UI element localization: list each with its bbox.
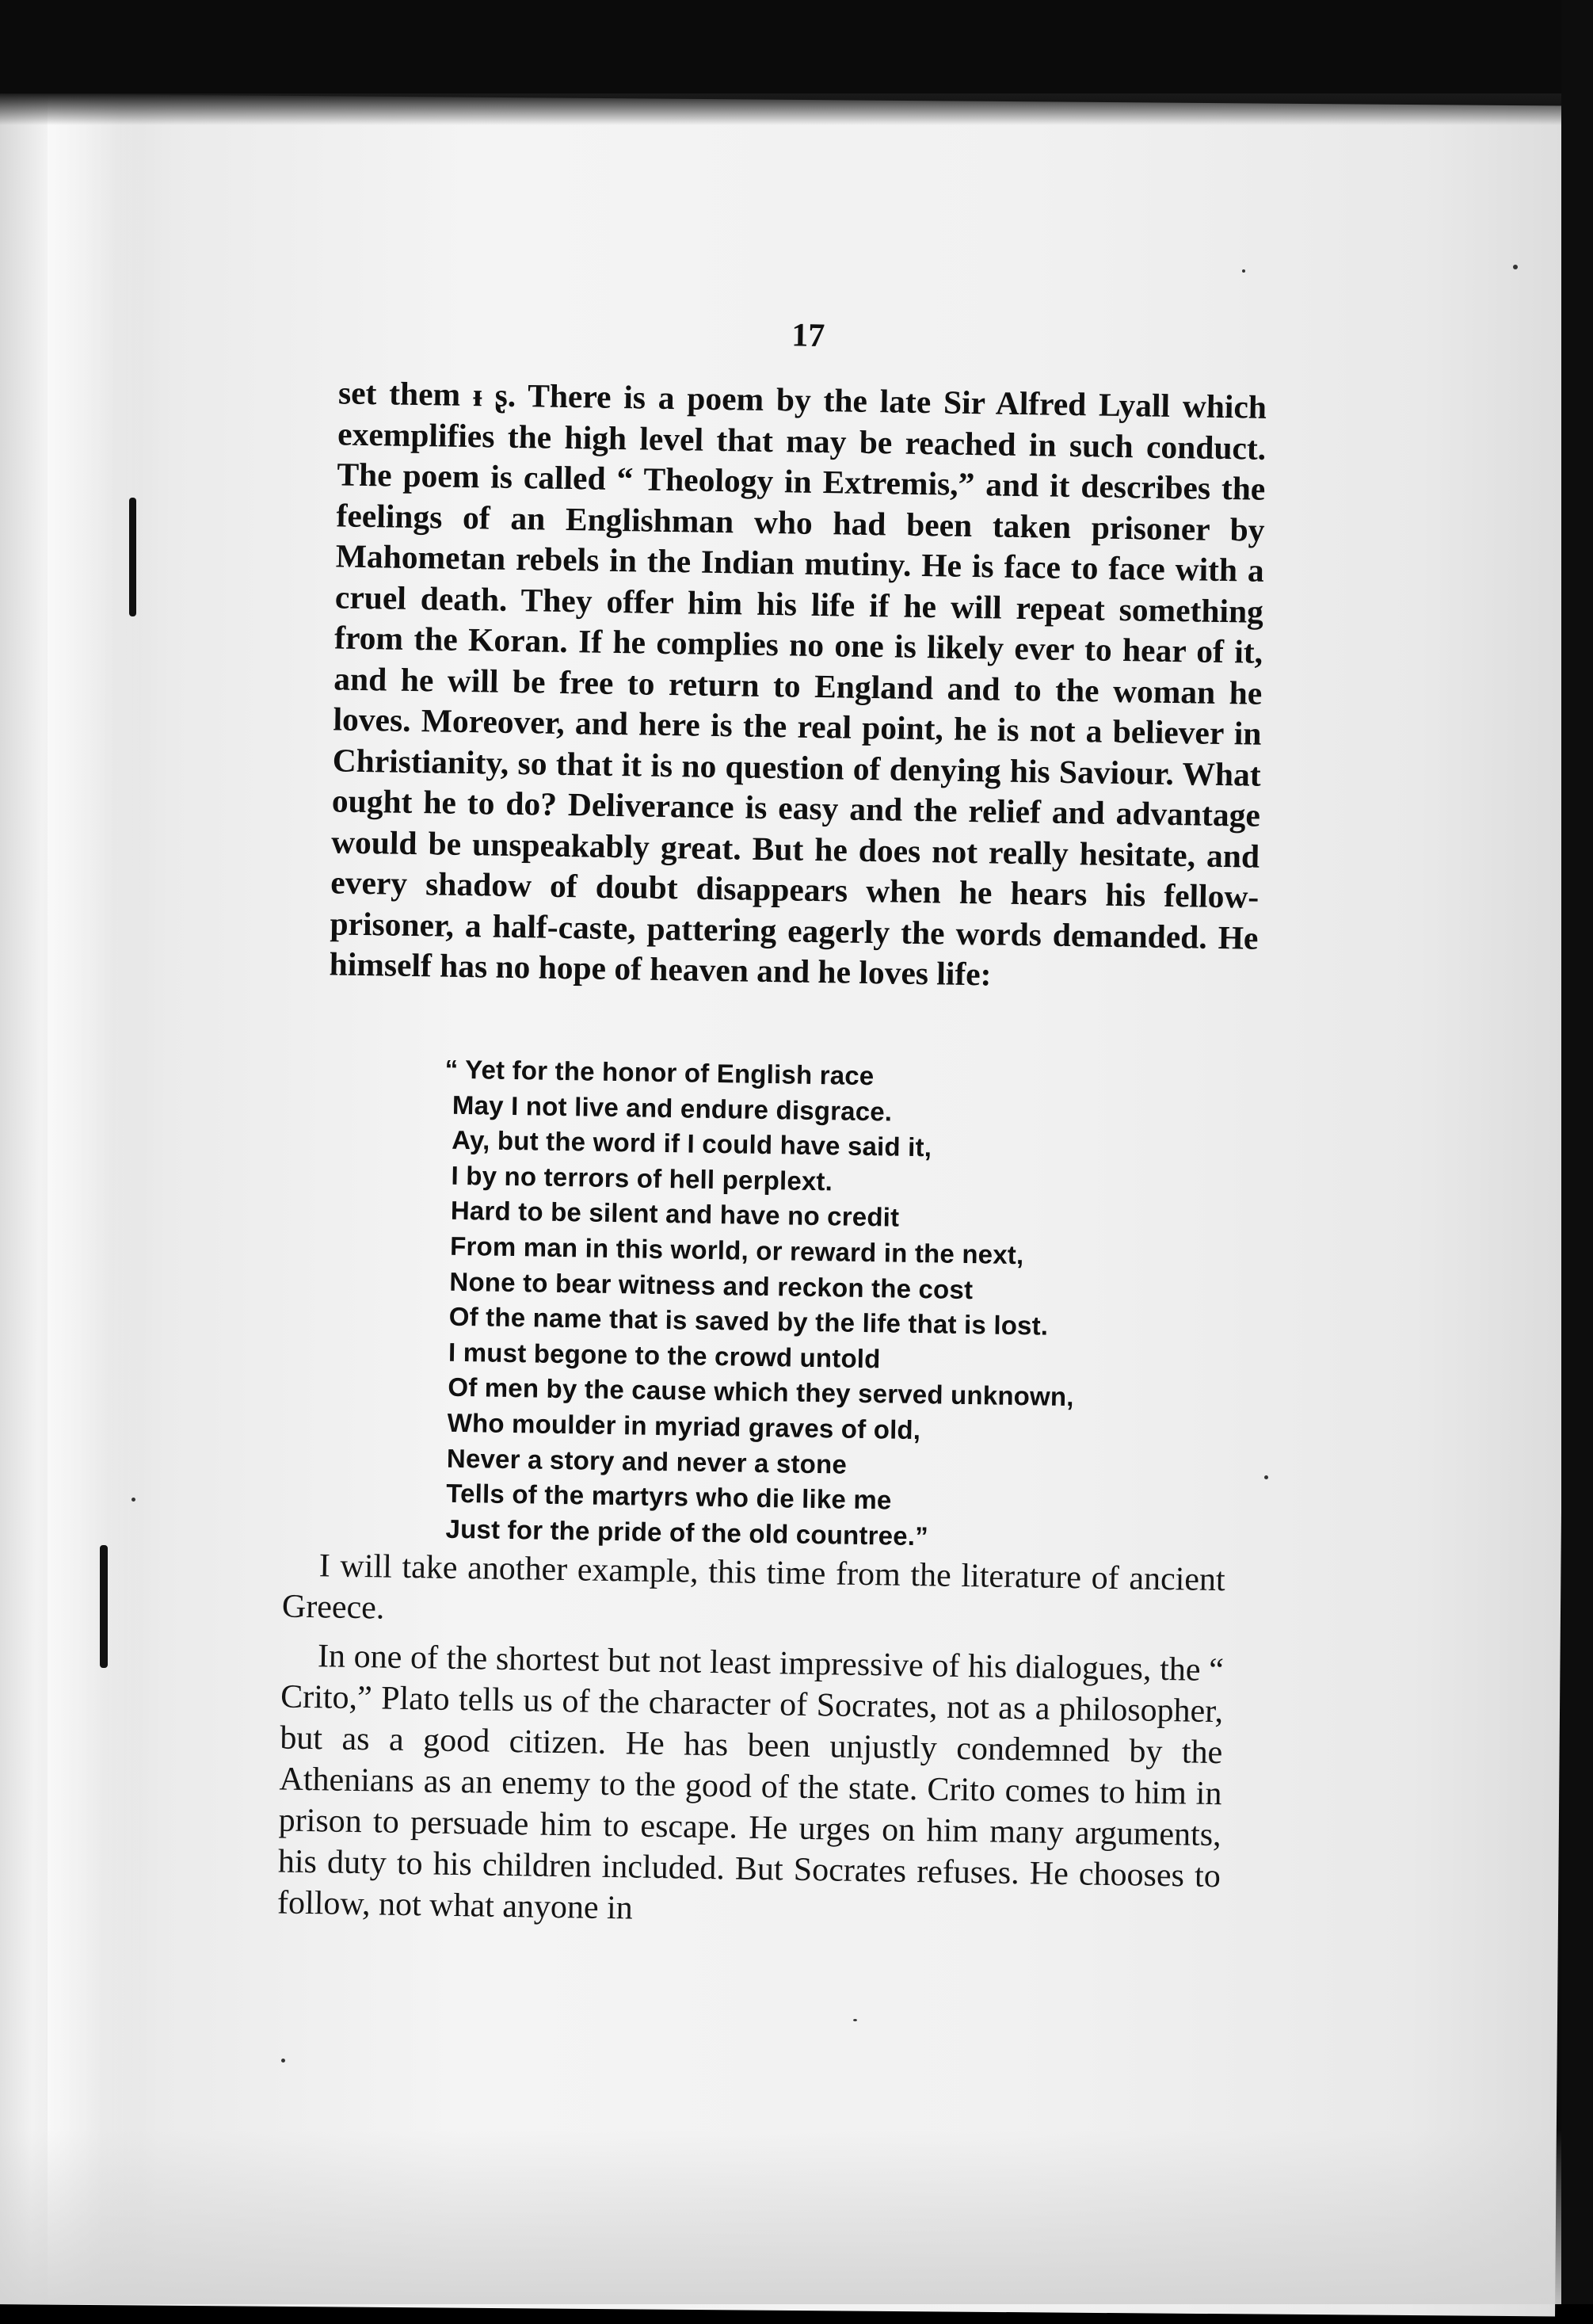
poem-line: Who moulder in myriad graves of old, [447,1407,921,1445]
poem-line: I must begone to the crowd untold [448,1337,881,1374]
paragraph: In one of the shortest but not least impressive of his dialogues, the “ Crito,” Plato tells us of the character of Socrates, not as a philosopher, but as a good citizen. He has been unjustly condemned by the Athenians as an enemy to the good of the state. Crito comes to him in prison to persuade him to escape. He urges on him many arguments, his duty to his children included. But Socrates refuses. He chooses to follow, not what anyone in [276,1638,1225,1927]
poem-line: Of the name that is saved by the life that is lost. [448,1301,1049,1341]
paragraph: set them ᵻ ʂ. There is a poem by the late Sir Alfred Lyall which exemplifies the high level that may be reached in such conduct. The poem is called “ Theology in Extremis,” and it describes the feelings of an Englishman who had been taken prisoner by Mahometan rebels in the Indian mutiny. He is face to face with a cruel death. They offer him his life if he will repeat something from the Koran. If he complies no one is likely ever to hear of it, and he will be free to return to England and to the woman he loves. Moreover, and here is the real point, he is not a believer in Christianity, so that it is no question of denying his Saviour. What ought he to do? Deliverance is easy and the relief and advantage would be unspeakably great. But he does not really hesitate, and every shadow of doubt disappears when he hears his fellow-prisoner, a half-caste, pattering eagerly the words demanded. He himself has no hope of heaven and he loves life: [329,374,1267,993]
poem-line: “ Yet for the honor of English race [444,1054,875,1091]
poem-line: None to bear witness and reckon the cost [449,1266,974,1304]
poem-quotation [437,1052,1158,1558]
poem-line: Of men by the cause which they served unknown, [448,1372,1074,1412]
poem-line: Tells of the martyrs who die like me [445,1478,892,1515]
poem-line: Hard to be silent and have no credit [450,1196,900,1233]
body-text-lower [277,1545,1226,1947]
poem-line: I by no terrors of hell perplext. [451,1160,833,1196]
poem-line: Ay, but the word if I could have said it, [451,1124,932,1162]
page-number: 17 [791,317,825,355]
paragraph: I will take another example, this time from the literature of ancient Greece. [281,1547,1226,1627]
poem-line: Never a story and never a stone [446,1443,848,1479]
poem-line: From man in this world, or reward in the next, [449,1231,1024,1270]
poem-line: Just for the pride of the old countree.” [445,1513,929,1551]
poem-line: May I not live and endure disgrace. [452,1089,893,1127]
